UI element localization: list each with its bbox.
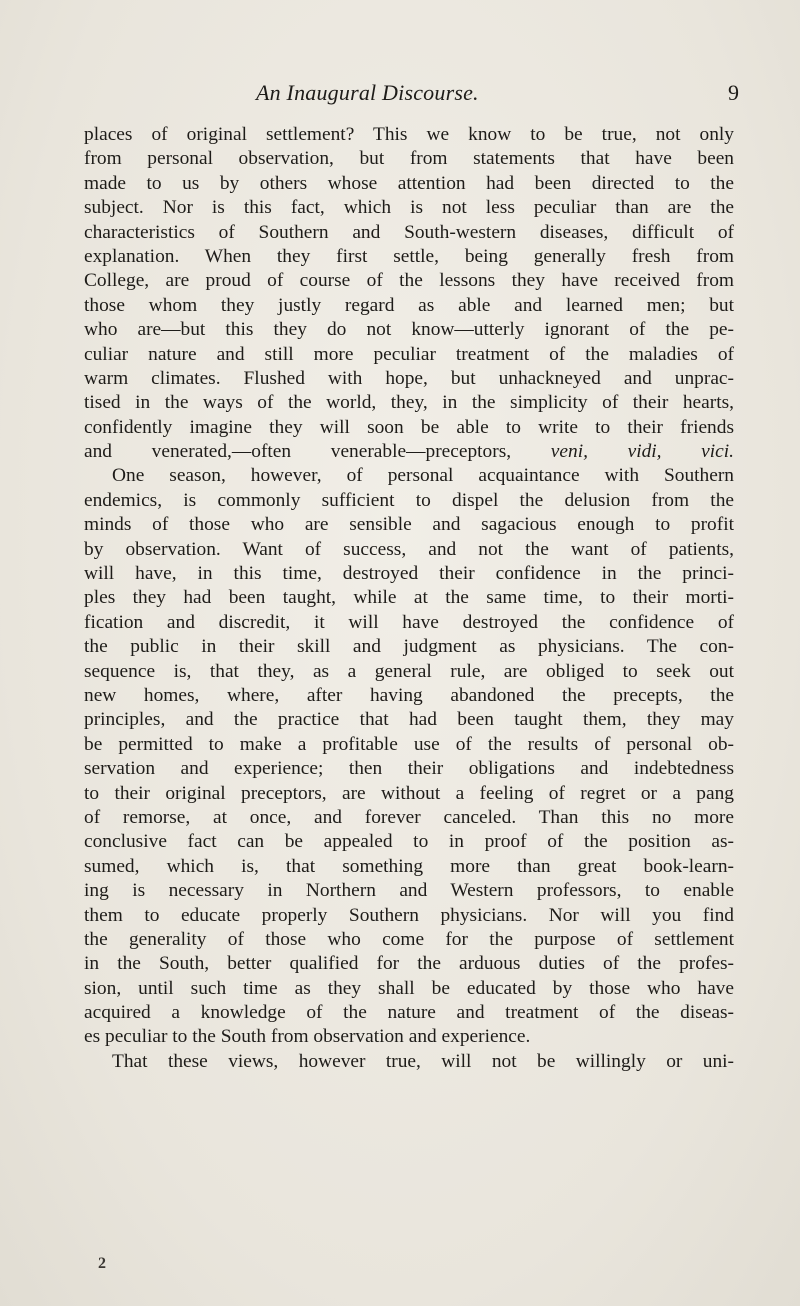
text-line: servation and experience; then their obligations and indebtedness <box>84 758 734 780</box>
running-title: An Inaugural Discourse. <box>256 80 479 105</box>
text-line: to their original preceptors, are without a feeling of regret or a pang <box>84 782 734 804</box>
text-line: characteristics of Southern and South-western diseases, difficult of <box>84 221 734 243</box>
text-line: That these views, however true, will not be willingly or uni- <box>112 1050 734 1072</box>
text-line: culiar nature and still more peculiar treatment of the maladies of <box>84 343 734 365</box>
text-line: explanation. When they first settle, being generally fresh from <box>84 245 734 267</box>
text-line: tised in the ways of the world, they, in the simplicity of their hearts, <box>84 392 734 414</box>
text-line: College, are proud of course of the lessons they have received from <box>84 270 734 292</box>
text-line: minds of those who are sensible and sagacious enough to profit <box>84 514 734 536</box>
text-line: sumed, which is, that something more than great book-learn- <box>84 855 734 877</box>
text-line: them to educate properly Southern physicians. Nor will you find <box>84 904 734 926</box>
body-text <box>84 123 734 1074</box>
text-line: by observation. Want of success, and not the want of patients, <box>84 538 734 560</box>
text-line: the generality of those who come for the purpose of settlement <box>84 928 734 950</box>
text-line: One season, however, of personal acquaintance with Southern <box>112 465 734 487</box>
signature-mark: 2 <box>98 1255 106 1272</box>
text-line: places of original settlement? This we know to be true, not only <box>84 124 734 145</box>
text-line: in the South, better qualified for the arduous duties of the profes- <box>84 953 734 975</box>
text-line: ples they had been taught, while at the same time, to their morti- <box>84 587 734 609</box>
text-line: sion, until such time as they shall be educated by those who have <box>84 977 734 999</box>
running-head <box>0 80 800 114</box>
text-line: from personal observation, but from statements that have been <box>84 148 734 170</box>
text-line: be permitted to make a profitable use of the results of personal ob- <box>84 733 734 755</box>
text-line: the public in their skill and judgment as physicians. The con- <box>84 636 734 658</box>
text-line: endemics, is commonly sufficient to dispel the delusion from the <box>84 489 734 511</box>
text-line: sequence is, that they, as a general rule, are obliged to seek out <box>84 660 734 682</box>
text-line: confidently imagine they will soon be able to write to their friends <box>84 416 734 438</box>
text-line: subject. Nor is this fact, which is not less peculiar than are the <box>84 197 734 219</box>
text-line: made to us by others whose attention had been directed to the <box>84 172 734 194</box>
text-line: conclusive fact can be appealed to in proof of the position as- <box>84 831 734 853</box>
text-line: acquired a knowledge of the nature and treatment of the diseas- <box>84 1002 734 1024</box>
page-number: 9 <box>728 80 739 105</box>
text-segment: and venerated,—often venerable—preceptors, <box>84 441 512 463</box>
latin-phrase: veni, vidi, vici. <box>550 441 734 463</box>
text-line: fication and discredit, it will have destroyed the confidence of <box>84 611 734 633</box>
text-line: new homes, where, after having abandoned the precepts, the <box>84 684 734 706</box>
text-line: of remorse, at once, and forever canceled. Than this no more <box>84 806 734 828</box>
text-line: principles, and the practice that had been taught them, they may <box>84 709 734 731</box>
text-line: will have, in this time, destroyed their confidence in the princi- <box>84 563 734 585</box>
text-line: who are—but this they do not know—utterly ignorant of the pe- <box>84 319 734 341</box>
text-line-with-latin <box>84 440 734 464</box>
text-line: warm climates. Flushed with hope, but unhackneyed and unprac- <box>84 367 734 389</box>
text-line: those whom they justly regard as able and learned men; but <box>84 294 734 316</box>
text-line: es peculiar to the South from observation and experience. <box>84 1026 531 1048</box>
text-line: ing is necessary in Northern and Western professors, to enable <box>84 880 734 902</box>
